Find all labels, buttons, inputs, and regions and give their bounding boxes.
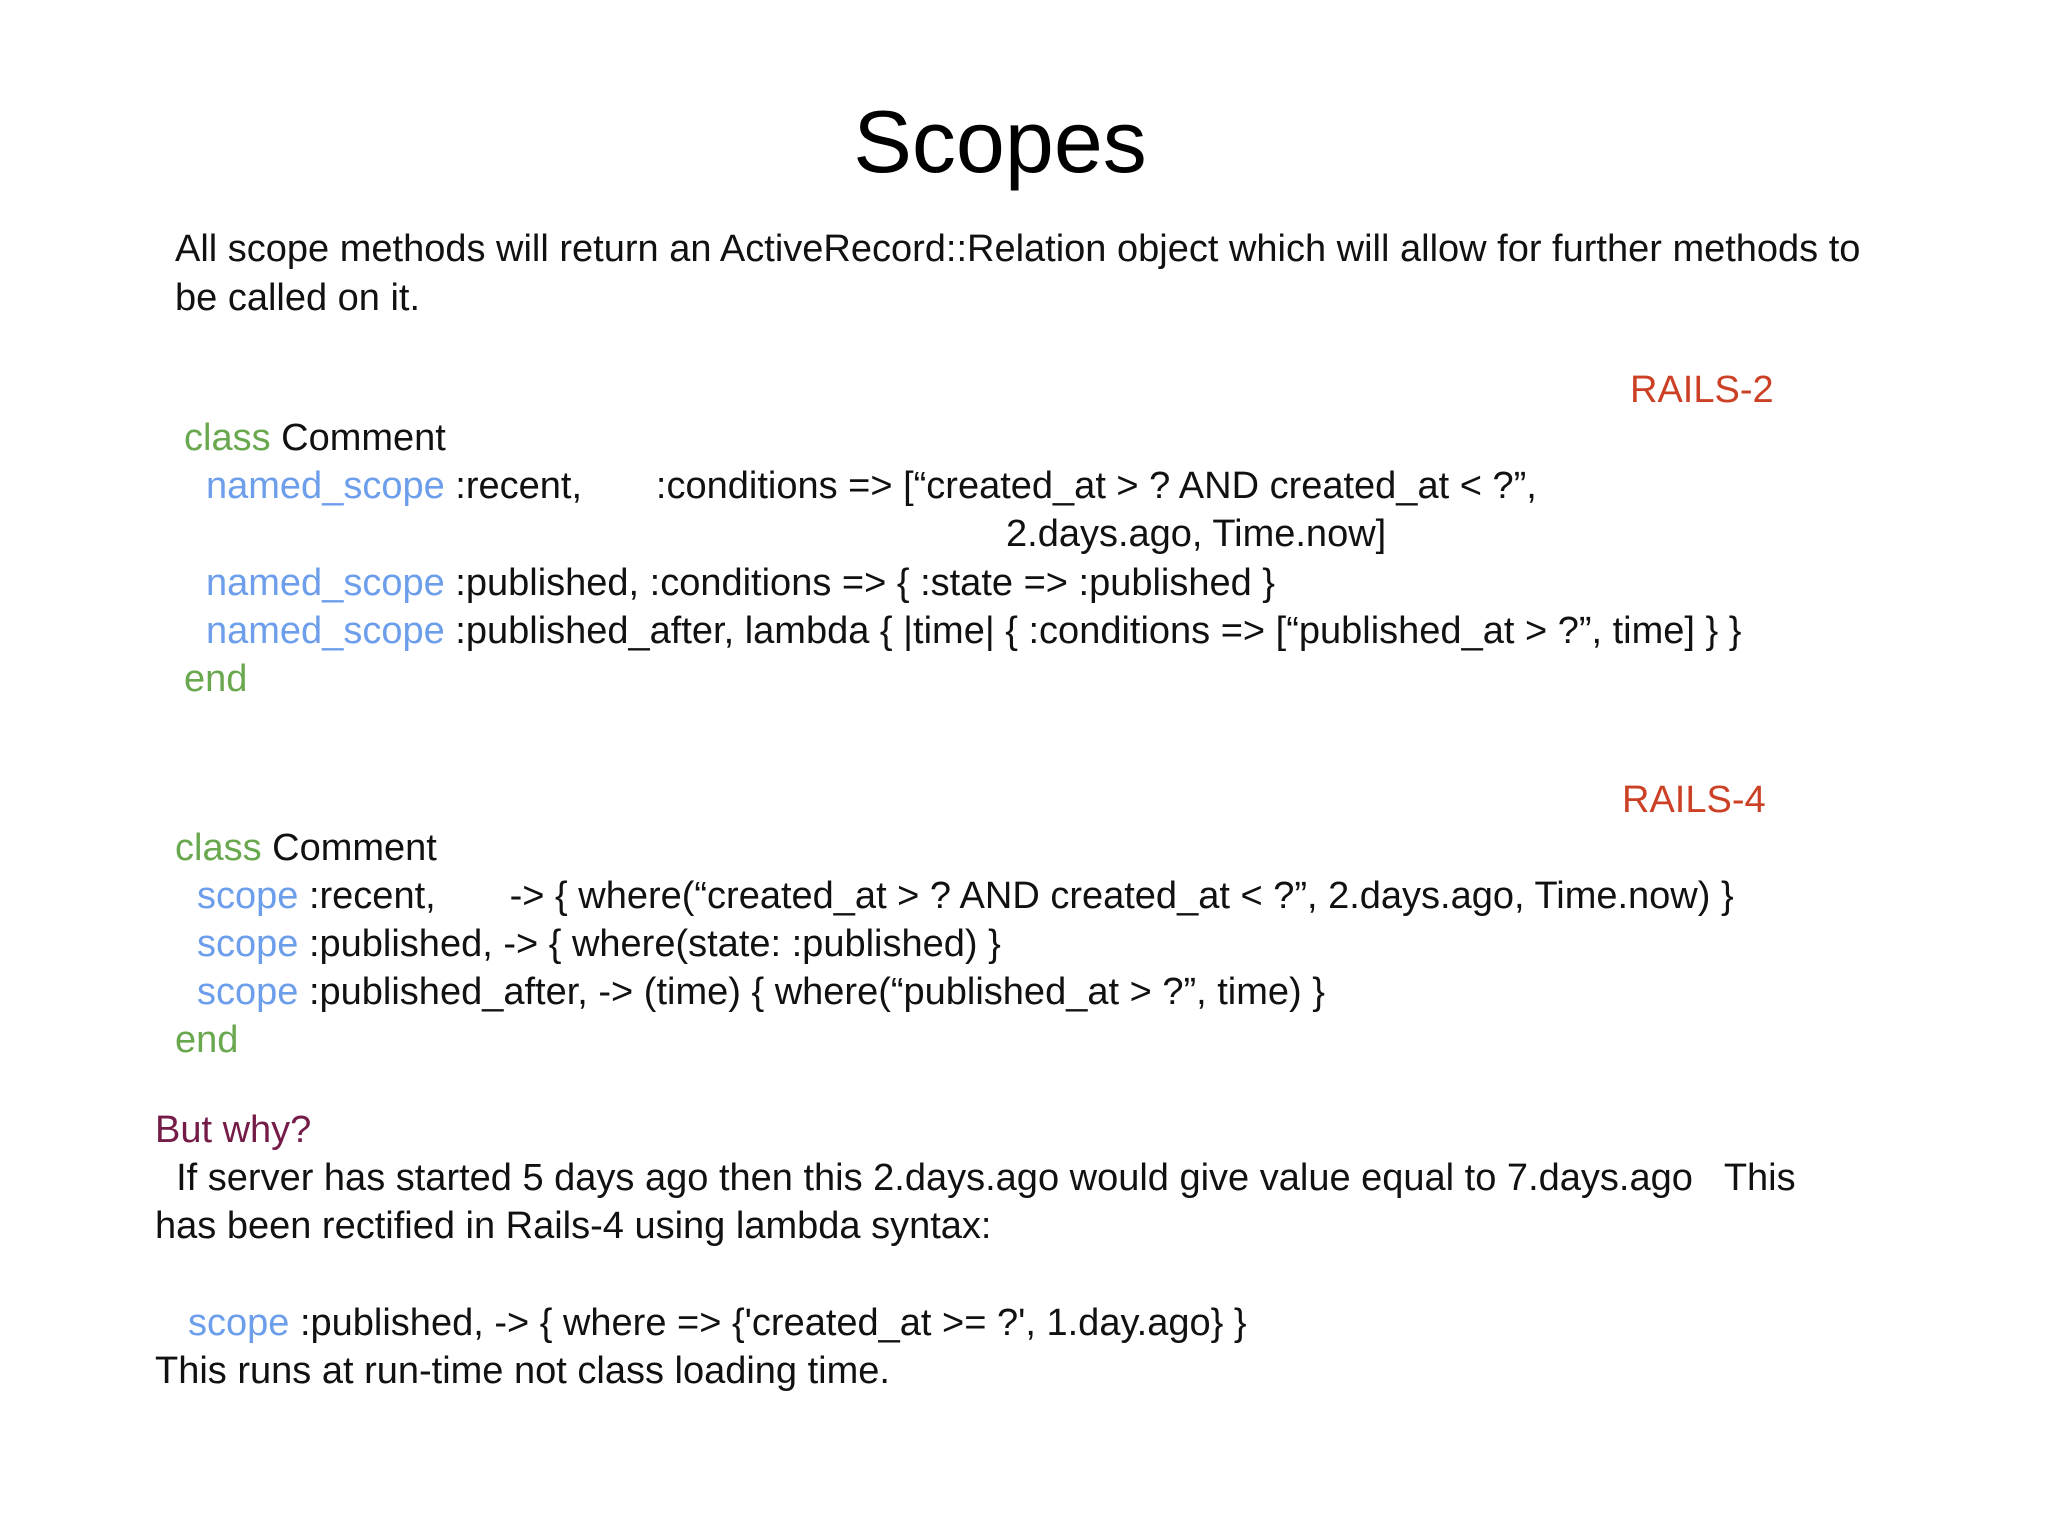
rails4-end-keyword: end bbox=[175, 1019, 239, 1061]
rails4-code-line bbox=[197, 920, 1001, 968]
rails4-label: RAILS-4 bbox=[1622, 779, 1766, 821]
scope-keyword: scope bbox=[197, 923, 299, 965]
code-text: :published, -> { where => {'created_at >= ?', 1.day.ago} } bbox=[289, 1302, 1247, 1344]
class-keyword: class bbox=[175, 827, 262, 869]
named-scope-keyword: named_scope bbox=[206, 465, 445, 507]
why-explanation-line: If server has started 5 days ago then this 2.days.ago would give value equal to 7.days.ago This bbox=[155, 1157, 1796, 1199]
why-note: This runs at run-time not class loading time. bbox=[155, 1350, 890, 1392]
code-text: :published, -> { where(state: :published) } bbox=[298, 923, 1001, 965]
scope-keyword: scope bbox=[197, 971, 299, 1013]
class-name: Comment bbox=[270, 417, 446, 459]
example-code-line bbox=[188, 1299, 1247, 1347]
class-name: Comment bbox=[261, 827, 437, 869]
rails2-code-line bbox=[206, 462, 1537, 510]
code-text: :recent, -> { where(“created_at > ? AND created_at < ?”, 2.days.ago, Time.now) } bbox=[298, 875, 1734, 917]
scope-keyword: scope bbox=[197, 875, 299, 917]
code-text: :recent, :conditions => [“created_at > ? AND created_at < ?”, bbox=[444, 465, 1537, 507]
code-text: :published, :conditions => { :state => :published } bbox=[444, 562, 1276, 604]
rails2-end-keyword: end bbox=[184, 658, 248, 700]
slide-title: Scopes bbox=[853, 92, 1147, 191]
rails2-code-line bbox=[206, 559, 1275, 607]
rails2-label: RAILS-2 bbox=[1630, 369, 1774, 411]
rails4-code-line bbox=[197, 968, 1325, 1016]
code-text: :published_after, -> (time) { where(“published_at > ?”, time) } bbox=[298, 971, 1325, 1013]
rails4-class-line bbox=[175, 824, 437, 872]
scope-keyword: scope bbox=[188, 1302, 290, 1344]
rails2-class-line bbox=[184, 414, 446, 462]
rails2-code-line bbox=[1006, 510, 1386, 558]
named-scope-keyword: named_scope bbox=[206, 562, 445, 604]
intro-text: All scope methods will return an ActiveRecord::Relation object which will allow for further methods to be called on it. bbox=[175, 228, 1861, 319]
rails2-code-line bbox=[206, 607, 1741, 655]
why-heading: But why? bbox=[155, 1109, 312, 1151]
named-scope-keyword: named_scope bbox=[206, 610, 445, 652]
why-explanation-line: has been rectified in Rails-4 using lambda syntax: bbox=[155, 1205, 992, 1247]
code-text: :published_after, lambda { |time| { :conditions => [“published_at > ?”, time] } } bbox=[444, 610, 1742, 652]
class-keyword: class bbox=[184, 417, 271, 459]
code-text: 2.days.ago, Time.now] bbox=[1006, 513, 1387, 555]
rails4-code-line bbox=[197, 872, 1734, 920]
